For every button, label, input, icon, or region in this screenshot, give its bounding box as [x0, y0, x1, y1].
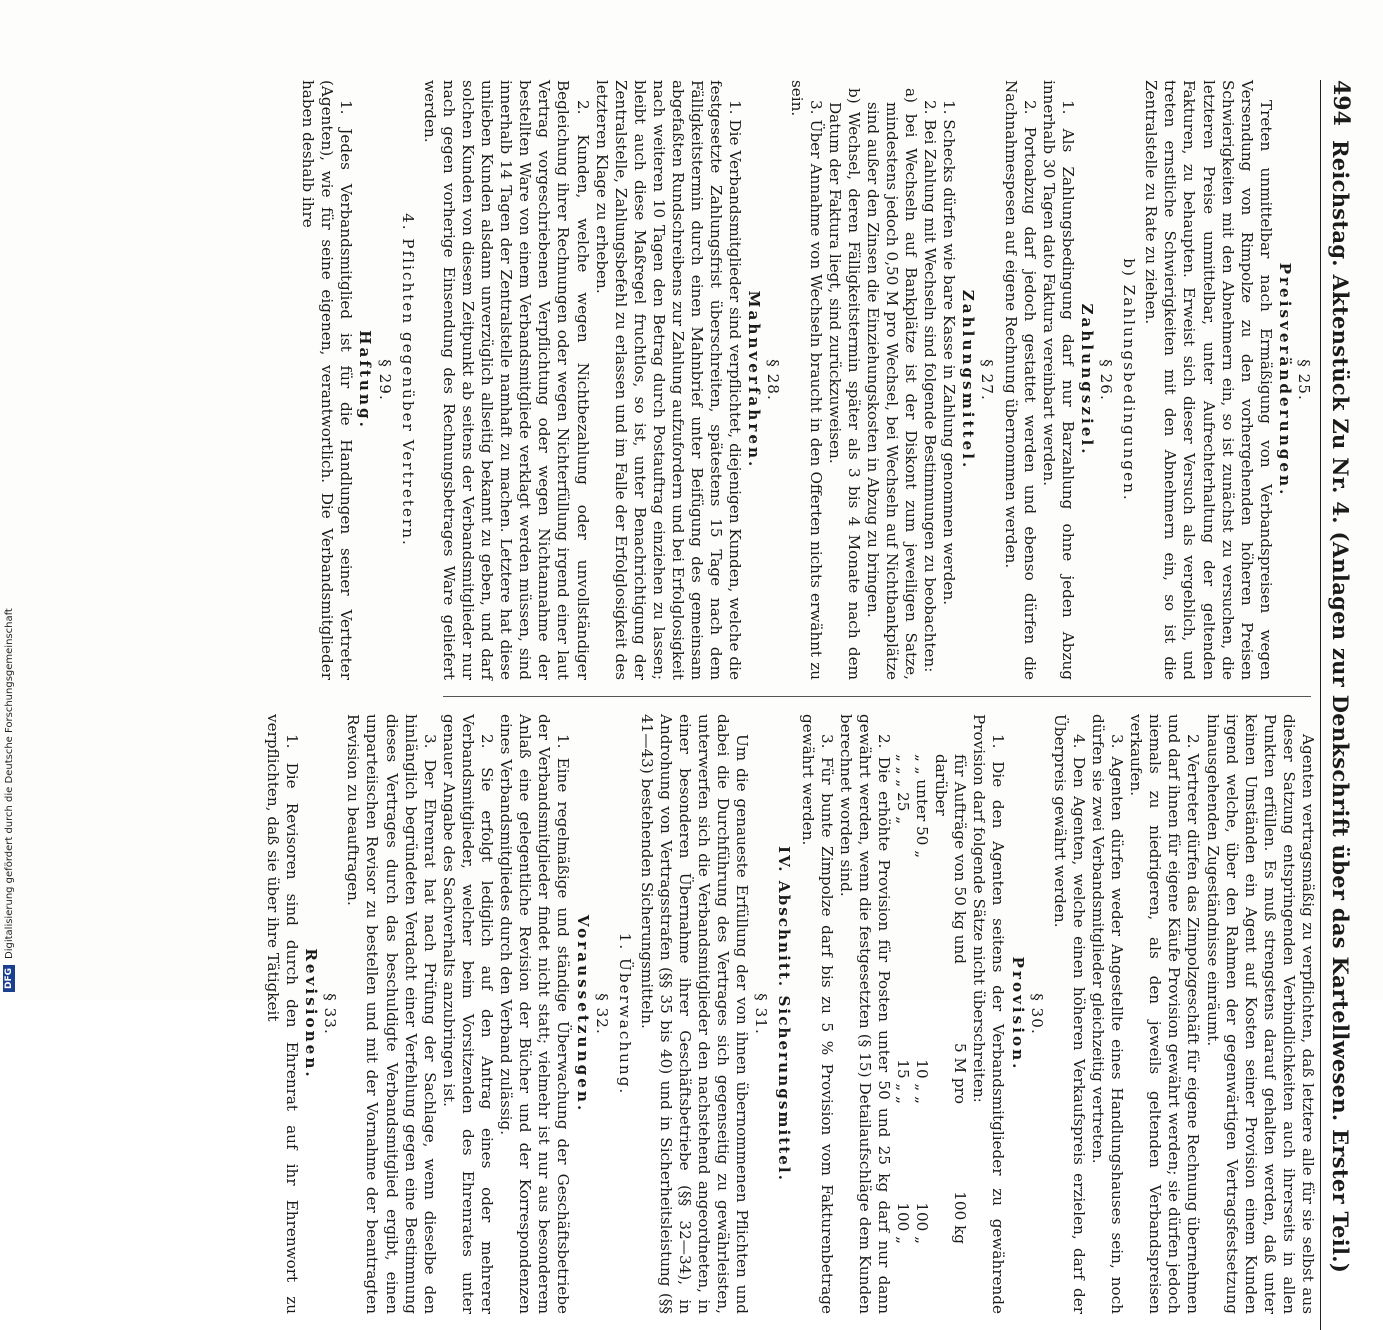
paragraph: 3. Agenten dürfen weder Angestellte eines Handlungshauses sein, noch dürfen sie zwei Verbandsmitglieder gleichzeitig vertreten. — [1088, 714, 1127, 1314]
section-heading: Voraussetzungen. — [573, 914, 592, 1114]
paragraph: b) Wechsel, deren Fälligkeitstermin später als 3 bis 4 Monate nach dem Datum der Faktura liegt, sind zurückzuweisen. — [825, 88, 863, 680]
section-heading: Zahlungsmittel. — [959, 289, 978, 471]
paragraph: 1. Die den Agenten seitens der Verbandsmitglieder zu gewährende Provision darf folgende Sätze nicht überschreiten: — [970, 714, 1008, 1314]
paragraph: 2. Die erhöhte Provision für Posten unter 50 und 25 kg darf nur dann gewährt werden, wenn die festgesetzten (§ 15) Detailaufschläge dem Kunden berechnet worden sind. — [836, 714, 893, 1314]
section-heading: IV. Abschnitt. Sicherungsmittel. — [775, 845, 794, 1182]
paragraph: Treten unmittelbar nach Ermäßigung von Verbandspreisen wegen Versendung von Rimpolze zu den vorhergehenden höheren Preisen Schwierigkeiten mit den Abnehmern ein, so ist zunächst zu versuchen, die letzteren Preise unmittelbar, unter Aufrechterhaltung der geltenden Fakturen, zu behaupten. Erweist sich dieser Versuch als vergeblich, und treten ernstliche Schwierigkeiten mit den Abnehmern ein, so ist die Zentralstelle zu Rate zu ziehen. — [1142, 80, 1275, 680]
paragraph: 1. Schecks dürfen wie bare Kasse in Zahlung genommen werden. — [940, 100, 959, 606]
paragraph: 4. Den Agenten, welche einen höheren Verkaufspreis erzielen, darf der Überpreis gewährt werden. — [1050, 714, 1088, 1314]
column-divider — [443, 696, 1311, 697]
provision-table-cell: 5 M pro — [951, 1043, 970, 1104]
section-heading: Provision. — [1008, 956, 1027, 1072]
section-number: § 31. — [752, 993, 771, 1035]
section-heading: 4. Pflichten gegenüber Vertretern. — [398, 213, 417, 547]
provision-table-cell: „ „ unter 50 „ — [913, 754, 932, 859]
provision-table-row — [912, 714, 931, 1314]
dfg-logo: DFG — [3, 965, 15, 992]
section-heading: Preisveränderungen. — [1275, 262, 1294, 498]
provision-table-cell: 100 „ — [913, 1202, 932, 1244]
section-heading: Haftung. — [356, 330, 375, 430]
text-columns — [264, 80, 1317, 1330]
section-heading: Mahnverfahren. — [745, 290, 764, 470]
paragraph: 1. Eine regelmäßige und ständige Überwachung der Geschäftsbetriebe der Verbandsmitglieder findet nicht statt; vielmehr ist nur aus besonderem Anlaß eine gelegentliche Revision der Bücher und der Korrespondenzen eines Verbandsmitgliedes durch den Verband zulässig. — [497, 714, 573, 1314]
section-heading: Zahlungsziel. — [1077, 303, 1096, 457]
paragraph: 3. Über Annahme von Wechseln braucht in den Offerten nichts erwähnt zu sein. — [787, 80, 825, 680]
paragraph: 2. Sie erfolgt lediglich auf den Antrag eines oder mehrerer Verbandsmitglieder, welcher beim Vorsitzenden des Ehrenrates unter genauer Angabe des Sachverhalts anzubringen ist. — [439, 714, 497, 1314]
paragraph: 1. Jedes Verbandsmitglied ist für die Handlungen seiner Vertreter (Agenten), wie für seine eigenen, verantwortlich. Die Verbandsmitglieder haben deshalb ihre — [299, 80, 356, 680]
paragraph: 2. Vertreter dürfen das Zimpolzgeschäft für eigene Rechnung übernehmen und darf ihnen für eigene Käufe Provision gewährt werden; sie dürfen jedoch niemals zu niedrigeren, als den jeweils geltenden Verbandspreisen verkaufen. — [1127, 714, 1203, 1314]
paragraph: 1. Die Verbandsmitglieder sind verpflichtet, diejenigen Kunden, welche die festgesetzte Zahlungsfrist überschreiten, spätestens 15 Tage nach dem Fälligkeitstermin durch einen Mahnbrief unter Beifügung des gemeinsam abgefaßten Rundschreibens zur Zahlung aufzufordern und bei Erfolglosigkeit nach weiteren 10 Tagen den Betrag durch Postauftrag einziehen zu lassen; bleibt auch diese Maßregel fruchtlos, so ist, unter Benachrichtigung der Zentralstelle, Zahlungsbefehl zu erlassen und im Falle der Erfolglosigkeit des letzteren Klage zu erheben. — [592, 80, 745, 680]
provision-table-cell: 100 kg — [951, 1191, 970, 1244]
provision-table-row — [893, 714, 912, 1314]
digitization-sidebar — [0, 0, 18, 1000]
section-number: § 33. — [321, 993, 340, 1035]
provision-table-row — [931, 714, 969, 1314]
paragraph: 3. Der Ehrenrat hat nach Prüfung der Sachlage, wenn dieselbe den hinlänglich begründeten Verdacht einer Verfehlung gegen eine Bestimmung dieses Vertrages durch das beschuldigte Verbandsmitglied ergibt, einen unparteiischen Revisor zu bestellen und mit der Vornahme der beantragten Revision zu beauftragen. — [344, 714, 439, 1314]
provision-table-cell: 10 „ „ — [913, 1059, 932, 1104]
paragraph: Um die genaueste Erfüllung der von ihnen übernommenen Pflichten und dabei die Durchführung des Vertrages sich gegenseitig zu gewährleisten, unterwerfen sich die Verbandsmitglieder den nachstehend angeordneten, in einer besonderen Übernahme ihrer Geschäftsbetriebe (§§ 32—34), in Androhung von Vertragsstrafen (§§ 35 bis 40) und in Sicherheitsleistung (§§ 41—43) bestehenden Sicherungsmitteln. — [637, 714, 752, 1314]
paragraph: 1. Die Revisoren sind durch den Ehrenrat auf ihr Ehrenwort zu verpflichten, daß sie über ihre Tätigkeit — [264, 714, 302, 1314]
left-column — [299, 80, 1317, 680]
paragraph: a) bei Wechseln auf Bankplätze ist der Diskont zum jeweiligen Satze, mindestens jedoch 0,50 M pro Wechsel, bei Wechseln auf Nichtbankplätze sind außer den Zinsen die Einziehungskosten in Abzug zu bringen. — [863, 88, 921, 680]
running-title: Reichstag. Aktenstück Zu Nr. 4. (Anlagen zur Denkschrift über das Kartellwesen. Erster Teil.) — [1328, 139, 1354, 1274]
paragraph: 2. Bei Zahlung mit Wechseln sind folgende Bestimmungen zu beobachten: — [921, 100, 940, 673]
paragraph: 3. Für bunte Zimpolze darf bis zu 5 % Provision vom Fakturenbetrage gewährt werden. — [798, 714, 836, 1314]
paragraph: 2. Kunden, welche wegen Nichtbezahlung oder unvollständiger Begleichung ihrer Rechnungen oder wegen Nichterfüllung irgend einer laut Vertrag vorgeschriebenen Verpflichtung oder wegen Nichtannahme der bestellten Ware von einem Verbandsmitgliede verklagt werden müssen, sind innerhalb 14 Tagen der Zentralstelle namhaft zu machen. Letztere hat diese unlieben Kunden alsdann unverzüglich allseitig bekannt zu geben, und darf solchen Kunden von diesem Zeitpunkt ab seitens der Verbandsmitglieder nur nach gegen vorherige Einsendung des Rechnungsbetrages Ware geliefert werden. — [420, 80, 592, 680]
right-column — [264, 714, 1317, 1314]
section-number: § 30. — [1027, 993, 1046, 1035]
page-number: 494 — [1328, 80, 1354, 126]
provision-table-cell: für Aufträge von 50 kg und darüber — [932, 754, 970, 964]
section-number: § 28. — [764, 359, 783, 401]
provision-table-cell: 15 „ „ — [894, 1059, 913, 1104]
paragraph: Agenten vertragsmäßig zu verpflichten, daß letztere alle für sie selbst aus dieser Satzung entspringenden Verbindlichkeiten auch ihrerseits in allen Punkten erfüllen. Es muß strengstens darauf gehalten werden, daß unter keinen Umständen ein Agent auf Kosten seiner Provision einem Kunden irgend welche, über den Rahmen der gegenwärtigen Vertragsfestsetzung hinausgehenden Zugeständnisse einräumt. — [1203, 714, 1317, 1314]
paragraph: 2. Portoabzug darf jedoch gestattet werden und ebenso dürfen die Nachnahmespesen auf eigene Rechnung übernommen werden. — [1001, 80, 1039, 680]
section-number: § 27. — [978, 359, 997, 401]
digitization-credit: Digitalisierung gefördert durch die Deutsche Forschungsgemeinschaft — [3, 608, 15, 959]
section-number: § 25. — [1295, 359, 1313, 401]
section-number: § 29. — [375, 359, 394, 401]
section-number: § 26. — [1097, 359, 1116, 401]
section-heading: 1. Überwachung. — [615, 932, 634, 1096]
provision-table-cell: 100 „ — [894, 1202, 913, 1244]
section-heading: b) Zahlungsbedingungen. — [1120, 258, 1139, 502]
page-header — [1320, 80, 1361, 1330]
paragraph: 1. Als Zahlungsbedingung darf nur Barzahlung ohne jeden Abzug innerhalb 30 Tagen dato Faktura vereinbart werden. — [1039, 80, 1077, 680]
section-heading: Revisionen. — [302, 948, 321, 1080]
provision-table-cell: „ „ „ 25 „ — [894, 754, 913, 825]
section-number: § 32. — [592, 993, 611, 1035]
